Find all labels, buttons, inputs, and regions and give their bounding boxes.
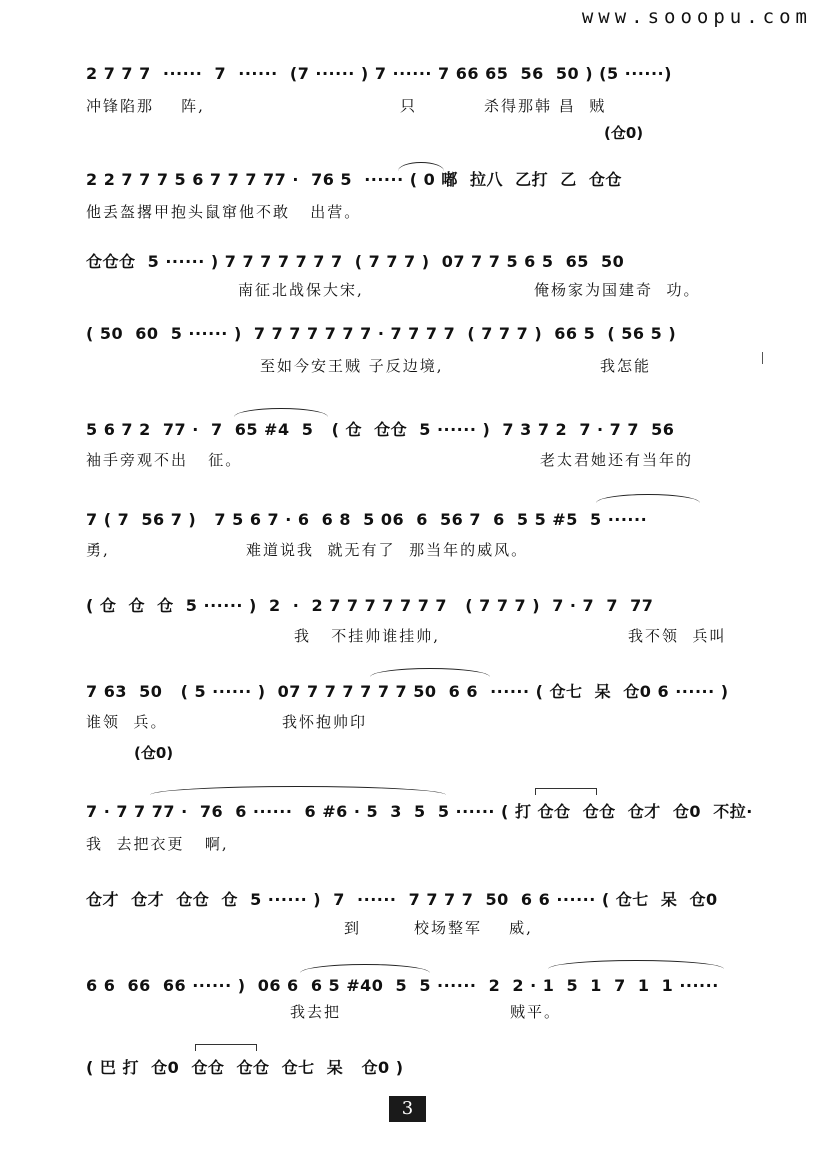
lyric-line: 他丢盔撂甲抱头鼠窜他不敢 出营。 (86, 203, 362, 221)
lyric-line: 南征北战保大宋, (238, 281, 364, 299)
lyric-line: 我 不挂帅谁挂帅, (294, 627, 441, 645)
notation-line: 7 · 7 7 77 · 76 6 ······ 6 #6 · 5 3 5 5 ······ ( 打 仓仓 仓仓 仓才 仓0 不拉· (86, 802, 753, 821)
slur-mark (548, 960, 724, 969)
notation-line: 2 2 7 7 7 5 6 7 7 7 77 · 76 5 ······ ( 0 嘟 拉八 乙打 乙 仓仓 (86, 170, 622, 189)
margin-tick (762, 352, 763, 364)
lyric-line: 我去把 (290, 1003, 342, 1021)
lyric-line: 冲锋陷那 阵, (86, 97, 205, 115)
slur-mark (234, 408, 328, 417)
lyric-line: 我 去把衣更 啊, (86, 835, 229, 853)
lyric-line: 至如今安王贼 子反边境, (260, 357, 444, 375)
slur-mark (596, 494, 700, 503)
lyric-line: 俺杨家为国建奇 功。 (534, 281, 701, 299)
lyric-line: 贼平。 (510, 1003, 562, 1021)
percussion-cue: (仓0) (604, 124, 644, 142)
lyric-line: 勇, (86, 541, 110, 559)
repeat-bracket (195, 1044, 257, 1051)
watermark: www.sooopu.com (581, 6, 812, 28)
lyric-line: 难道说我 就无有了 那当年的威风。 (246, 541, 529, 559)
notation-line: ( 50 60 5 ······ ) 7 7 7 7 7 7 7 · 7 7 7 7 ( 7 7 7 ) 66 5 ( 56 5 ) (86, 324, 677, 343)
lyric-line: 老太君她还有当年的 (540, 451, 694, 469)
notation-line: ( 仓 仓 仓 5 ······ ) 2 · 2 7 7 7 7 7 7 7 ( 7 7 7 ) 7 · 7 7 77 (86, 596, 654, 615)
notation-line: 7 63 50 ( 5 ······ ) 07 7 7 7 7 7 7 50 6 6 ······ ( 仓七 呆 仓0 6 ······ ) (86, 682, 729, 701)
slur-mark (300, 964, 430, 973)
notation-line: 7 ( 7 56 7 ) 7 5 6 7 · 6 6 8 5 06 6 56 7 6 5 5 #5 5 ······ (86, 510, 648, 529)
lyric-line: 到 (344, 919, 362, 937)
lyric-line: 杀得那韩 昌 贼 (484, 97, 607, 115)
notation-line: 仓才 仓才 仓仓 仓 5 ······ ) 7 ······ 7 7 7 7 50 6 6 ······ ( 仓七 呆 仓0 (86, 890, 718, 909)
repeat-bracket (535, 788, 597, 795)
lyric-line: 我不领 兵叫 (628, 627, 727, 645)
lyric-line: 我怀抱帅印 (282, 713, 368, 731)
notation-line: 2 7 7 7 ······ 7 ······ (7 ······ ) 7 ······ 7 66 65 56 50 ) (5 ······) (86, 64, 672, 83)
notation-line: ( 巴 打 仓0 仓仓 仓仓 仓七 呆 仓0 ) (86, 1058, 404, 1077)
lyric-line: 只 (400, 97, 418, 115)
notation-line: 6 6 66 66 ······ ) 06 6 6 5 #40 5 5 ······ 2 2 · 1 5 1 7 1 1 ······ (86, 976, 719, 995)
slur-mark (150, 786, 446, 795)
notation-line: 仓仓仓 5 ······ ) 7 7 7 7 7 7 7 ( 7 7 7 ) 07 7 7 5 6 5 65 50 (86, 252, 625, 271)
lyric-line: 校场整军 威, (414, 919, 533, 937)
lyric-line: 谁领 兵。 (86, 713, 168, 731)
percussion-cue: (仓0) (134, 744, 174, 762)
notation-line: 5 6 7 2 77 · 7 65 #4 5 ( 仓 仓仓 5 ······ ) 7 3 7 2 7 · 7 7 56 (86, 420, 675, 439)
lyric-line: 我怎能 (600, 357, 652, 375)
page-number: 3 (389, 1096, 426, 1122)
slur-mark (370, 668, 490, 677)
lyric-line: 袖手旁观不出 征。 (86, 451, 243, 469)
